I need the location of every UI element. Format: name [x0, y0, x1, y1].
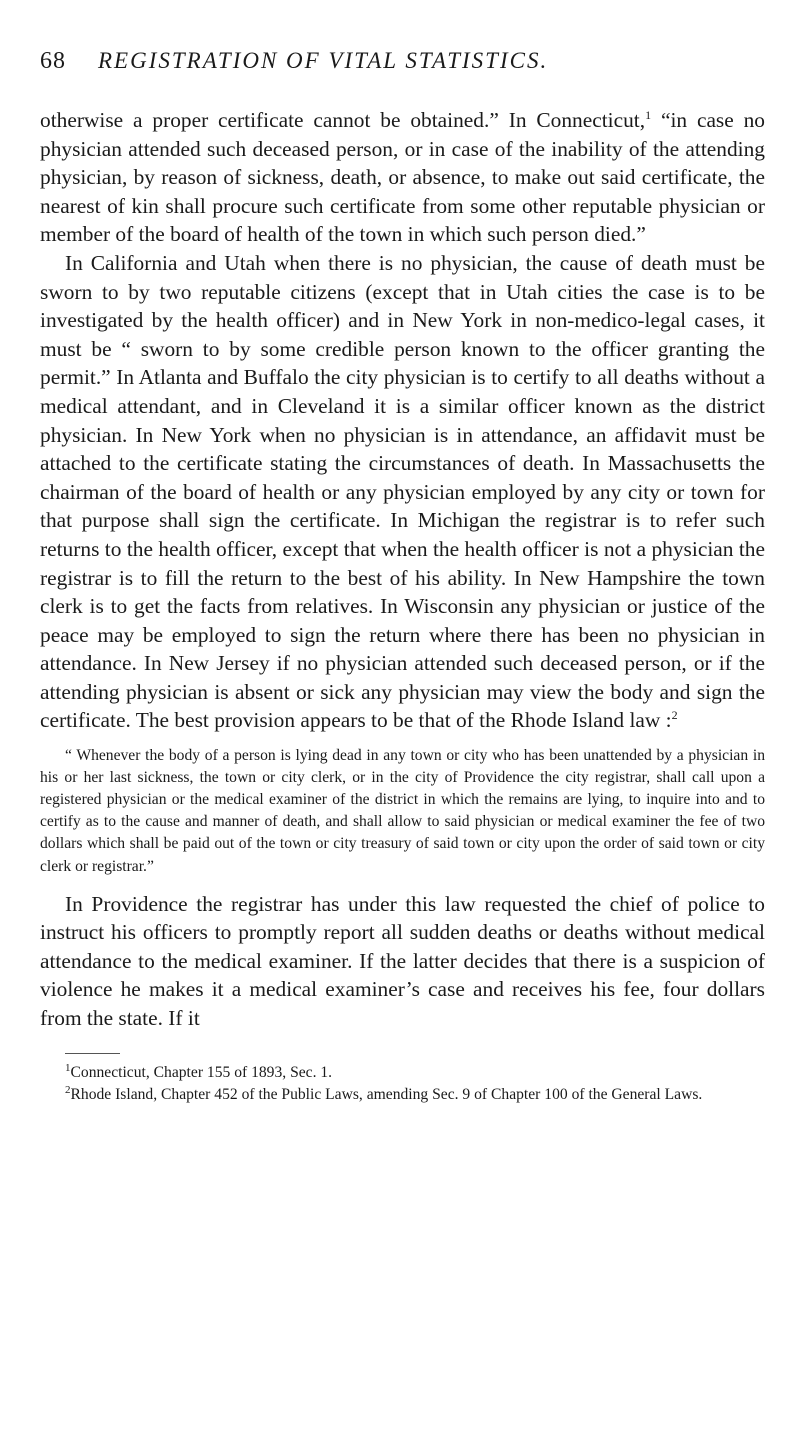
footnote-mark: 1: [65, 1061, 71, 1074]
page-header: [40, 48, 765, 88]
footnote-1: [40, 1062, 765, 1084]
paragraph-text: In California and Utah when there is no physician, the cause of death must be sworn to by two reputable citizens (except that in Utah cities the case is to be investigated by the health officer) and in New York in non-medico-legal cases, it must be “ sworn to by some credible person known to the officer granting the permit.” In Atlanta and Buffalo the city physician is to certify to all deaths without a medical attendant, and in Cleveland it is a similar officer known as the district physician. In New York when no physician is in attendance, an affidavit must be attached to the certificate stating the circumstances of death. In Massachusetts the chairman of the board of health or any physician employed by any city or town for that purpose shall sign the certificate. In Michigan the registrar is to refer such returns to the health officer, except that when the health officer is not a physician the registrar is to fill the return to the best of his ability. In New Hampshire the town clerk is to get the facts from relatives. In Wisconsin any physician or justice of the peace may be employed to sign the return where there has been no physician in attendance. In New Jersey if no physician attended such deceased person, or if the attending physician is absent or sick any physician may view the body and sign the certificate. The best provision appears to be that of the Rhode Island law :: [40, 250, 765, 733]
footnote-2: [40, 1084, 765, 1106]
paragraph-states: [40, 249, 765, 735]
footnote-ref-2: 2: [671, 708, 678, 723]
footnotes: [40, 1062, 765, 1106]
paragraph-providence: In Providence the registrar has under this law requested the chief of police to instruct his officers to promptly report all sudden deaths or deaths without medical attendance to the medical examiner. If the latter decides that there is a suspicion of violence he makes it a medical examiner’s case and receives his fee, four dollars from the state. If it: [40, 891, 765, 1030]
rhode-island-law-quote: “ Whenever the body of a person is lying dead in any town or city who has been unattended by a physician in his or her last sickness, the town or city clerk, or in the city of Providence the city registrar, shall call upon a registered physician or the medical examiner of the district in which the remains are lying, to inquire into and to certify as to the cause and manner of death, and shall allow to said physician or medical examiner the fee of two dollars which shall be paid out of the town or city treasury of said town or city upon the order of said town or city clerk or registrar.”: [40, 747, 765, 875]
page-number: 68: [40, 48, 66, 74]
paragraph-text: otherwise a proper certificate cannot be obtained.” In Connecticut,: [40, 108, 646, 132]
footnote-mark: 2: [65, 1083, 71, 1096]
footnote-ref-1: 1: [645, 107, 652, 122]
footnote-text: Connecticut, Chapter 155 of 1893, Sec. 1.: [70, 1063, 333, 1081]
body-text: [40, 106, 765, 1033]
footnote-text: Rhode Island, Chapter 452 of the Public Laws, amending Sec. 9 of Chapter 100 of the General Laws.: [70, 1085, 703, 1103]
paragraph-text: “in case no physician attended such deceased person, or in case of the inability of the attending physician, by reason of sickness, death, or absence, to make out said certificate, the nearest of kin shall procure such certificate from some other reputable physician or member of the board of health of the town in which such person died.”: [40, 108, 766, 247]
book-page: [40, 48, 765, 1106]
footnote-divider: [65, 1053, 120, 1054]
running-head: REGISTRATION OF VITAL STATISTICS.: [98, 48, 549, 73]
paragraph-connecticut: [40, 106, 765, 249]
